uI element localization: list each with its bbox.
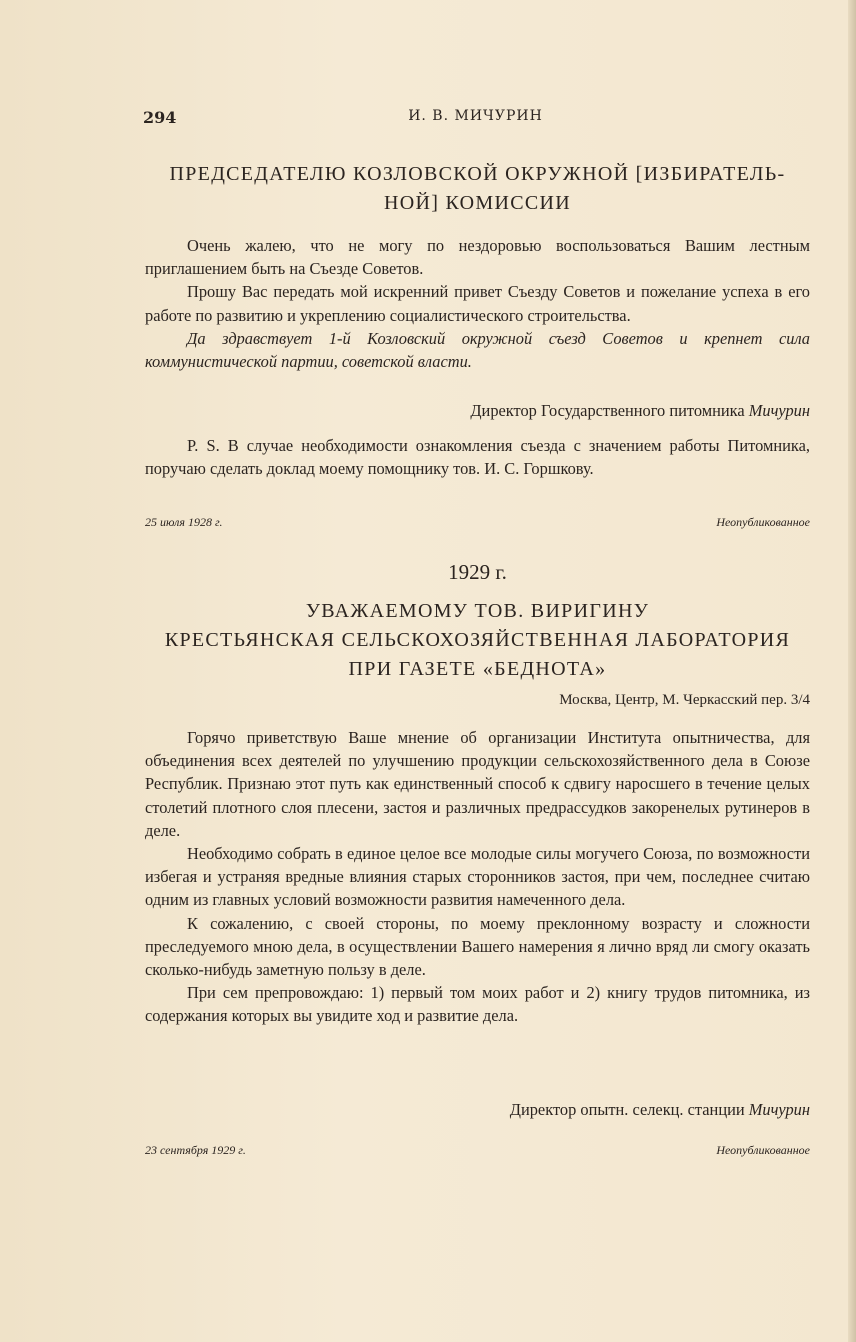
letter-2-address: Москва, Центр, М. Черкасский пер. 3/4 xyxy=(559,692,810,708)
letter-2-status: Неопубликованное xyxy=(716,1143,810,1157)
letter-2-signature-name: Мичурин xyxy=(748,1100,810,1119)
letter-2-title-line-2: КРЕСТЬЯНСКАЯ СЕЛЬСКОХОЗЯЙСТВЕННАЯ ЛАБОРАТОРИЯ xyxy=(164,629,791,651)
page-edge xyxy=(848,0,856,1342)
letter-1-paragraph-2: Прошу Вас передать мой искренний привет Съезду Советов и пожелание успеха в его работе по развитию и укреплению социалистического строительства. xyxy=(145,282,810,325)
letter-2-signature xyxy=(145,1098,810,1121)
letter-1-title-line-1: ПРЕДСЕДАТЕЛЮ КОЗЛОВСКОЙ ОКРУЖНОЙ [ИЗБИРАТЕЛЬ- xyxy=(169,163,786,185)
letter-2-paragraph-4: При сем препровождаю: 1) первый том моих работ и 2) книгу трудов питомника, из содержания которых вы увидите ход и развитие дела. xyxy=(145,983,810,1026)
year-heading: 1929 г. xyxy=(448,560,507,584)
letter-1-postscript xyxy=(145,434,810,480)
letter-2-body xyxy=(145,726,810,1028)
letter-1-signature xyxy=(145,399,810,422)
letter-2-paragraph-2: Необходимо собрать в единое целое все молодые силы могучего Союза, по возможности избегая и устраняя вредные влияния старых сторонников застоя, при чем, последнее считаю одним из главных условий возможности развития намеченного дела. xyxy=(145,844,810,910)
page-number: 294 xyxy=(143,108,177,127)
letter-1-title-line-2: НОЙ] КОМИССИИ xyxy=(384,192,571,214)
letter-2-date: 23 сентября 1929 г. xyxy=(145,1143,246,1157)
letter-2-paragraph-3: К сожалению, с своей стороны, по моему преклонному возрасту и сложности преследуемого мною дела, в осуществлении Вашего намерения я лично вряд ли смогу оказать сколько-нибудь заметную пользу в деле. xyxy=(145,913,810,980)
letter-1-date: 25 июля 1928 г. xyxy=(145,515,223,529)
letter-2-title xyxy=(145,597,810,684)
letter-1-body xyxy=(145,234,810,373)
letter-1-signature-name: Мичурин xyxy=(748,401,810,420)
running-title: И. В. МИЧУРИН xyxy=(408,108,543,124)
page-header xyxy=(143,108,808,130)
letter-1-footer xyxy=(145,515,810,530)
letter-1-title xyxy=(145,160,810,218)
letter-1-paragraph-3: Да здравствует 1-й Козловский окружной съезд Советов и крепнет сила коммунистической партии, советской власти. xyxy=(145,328,810,372)
letter-1-paragraph-1: Очень жалею, что не могу по нездоровью воспользоваться Вашим лестным приглашением быть на Съезде Советов. xyxy=(145,236,810,279)
letter-2-signature-text: Директор опытн. селекц. станции xyxy=(509,1100,745,1119)
letter-2-title-line-1: УВАЖАЕМОМУ ТОВ. ВИРИГИНУ xyxy=(305,600,650,622)
letter-2-paragraph-1: Горячо приветствую Ваше мнение об организации Института опытничества, для объединения всех деятелей по улучшению продукции сельскохозяйственного дела в Союзе Республик. Признаю этот путь как единственный способ к сдвигу наросшего в течение целых столетий плотного слоя плесени, застоя и различных предрассудков закоренелых рутинеров в деле. xyxy=(145,728,810,840)
letter-1-status: Неопубликованное xyxy=(716,515,810,529)
letter-1-signature-text: Директор Государственного питомника xyxy=(470,401,745,420)
letter-1-ps: P. S. В случае необходимости ознакомления съезда с значением работы Питомника, поручаю сделать доклад моему помощнику тов. И. С. Горшкову. xyxy=(145,436,810,479)
letter-2-title-line-3: ПРИ ГАЗЕТЕ «БЕДНОТА» xyxy=(348,658,607,680)
letter-2-footer xyxy=(145,1143,810,1158)
